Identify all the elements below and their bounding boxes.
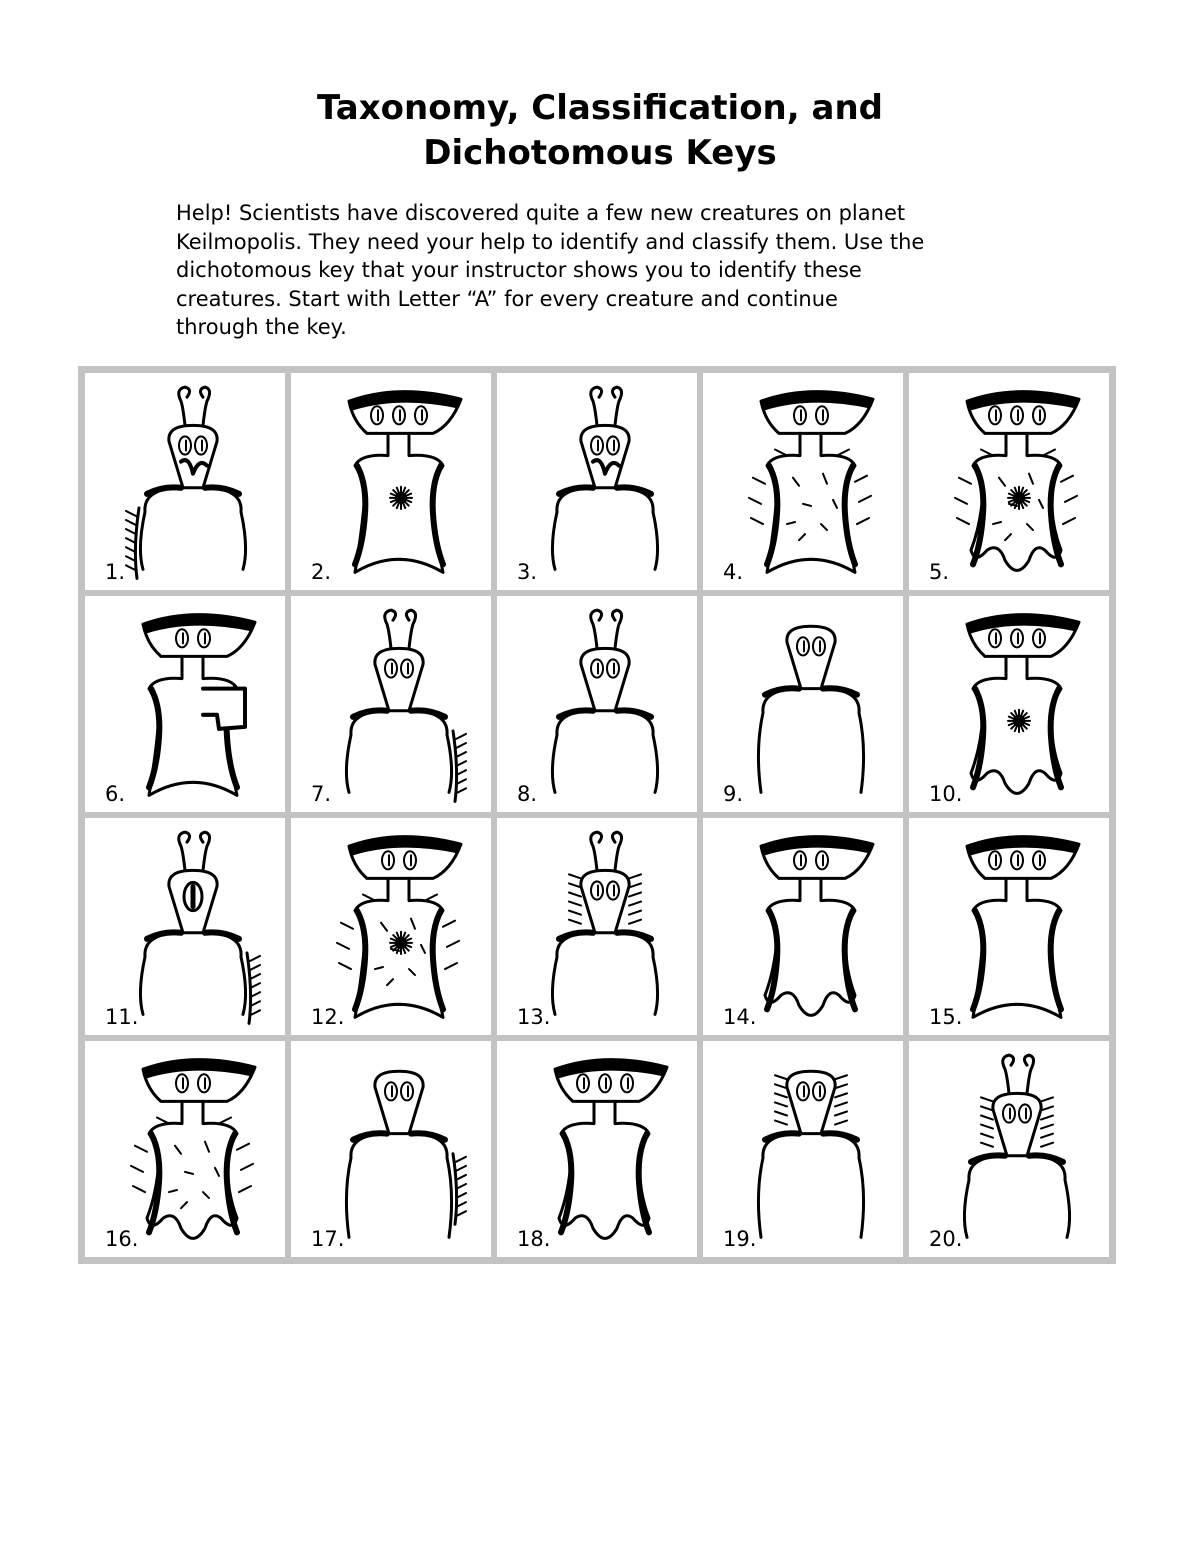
creature-card (909, 818, 1109, 1035)
creature-number: 14. (723, 1004, 757, 1029)
creature-drawing (497, 818, 697, 1035)
creature-drawing (85, 818, 285, 1035)
creature-drawing (291, 596, 491, 813)
creature-grid (78, 366, 1116, 1264)
creature-drawing (703, 1041, 903, 1258)
creature-drawing (703, 373, 903, 590)
creature-number: 20. (929, 1227, 963, 1251)
creature-card (85, 373, 285, 590)
creature-number: 3. (517, 559, 538, 584)
creature-card (85, 596, 285, 813)
creature-number: 17. (311, 1227, 345, 1251)
creature-number: 19. (723, 1227, 757, 1251)
instructions-line: through the key. (176, 315, 347, 340)
creature-drawing (497, 373, 697, 590)
creature-drawing (85, 373, 285, 590)
creature-number: 2. (311, 559, 332, 584)
creature-card (291, 818, 491, 1035)
creature-number: 11. (105, 1004, 139, 1029)
creature-drawing (85, 596, 285, 813)
instructions (176, 199, 1056, 342)
instructions-line: Help! Scientists have discovered quite a few new creatures on planet (176, 201, 906, 225)
creature-number: 5. (929, 559, 950, 584)
creature-card (291, 596, 491, 813)
creature-drawing (291, 373, 491, 590)
creature-number: 16. (105, 1227, 139, 1251)
creature-card (497, 1041, 697, 1258)
title-line-2: Dichotomous Keys (423, 133, 777, 173)
creature-card (85, 818, 285, 1035)
creature-number: 6. (105, 782, 126, 806)
creature-number: 4. (723, 559, 744, 584)
creature-drawing (703, 596, 903, 813)
creature-card (497, 373, 697, 590)
instructions-line: dichotomous key that your instructor shows you to identify these (176, 258, 862, 283)
creature-number: 10. (929, 782, 963, 806)
creature-card (497, 596, 697, 813)
creature-drawing (497, 596, 697, 813)
creature-number: 18. (517, 1227, 551, 1251)
creature-card (85, 1041, 285, 1258)
creature-card (703, 818, 903, 1035)
instructions-line: creatures. Start with Letter “A” for every creature and continue (176, 286, 838, 311)
creature-number: 1. (105, 559, 126, 584)
creature-card (909, 596, 1109, 813)
creature-drawing (909, 596, 1109, 813)
creature-drawing (291, 818, 491, 1035)
creature-drawing (497, 1041, 697, 1258)
creature-card (291, 1041, 491, 1258)
creature-number: 12. (311, 1004, 345, 1029)
creature-number: 15. (929, 1004, 963, 1029)
creature-card (909, 1041, 1109, 1258)
creature-drawing (85, 1041, 285, 1258)
creature-number: 7. (311, 782, 332, 806)
page-title (0, 86, 1200, 176)
title-line-1: Taxonomy, Classification, and (317, 88, 883, 128)
creature-drawing (909, 1041, 1109, 1258)
creature-card (909, 373, 1109, 590)
creature-number: 13. (517, 1004, 551, 1029)
creature-drawing (291, 1041, 491, 1258)
creature-number: 8. (517, 782, 538, 806)
instructions-line: Keilmopolis. They need your help to identify and classify them. Use the (176, 229, 925, 254)
creature-card (703, 1041, 903, 1258)
creature-card (497, 818, 697, 1035)
creature-card (703, 596, 903, 813)
creature-drawing (703, 818, 903, 1035)
creature-number: 9. (723, 782, 744, 806)
creature-drawing (909, 818, 1109, 1035)
creature-card (291, 373, 491, 590)
creature-drawing (909, 373, 1109, 590)
creature-card (703, 373, 903, 590)
